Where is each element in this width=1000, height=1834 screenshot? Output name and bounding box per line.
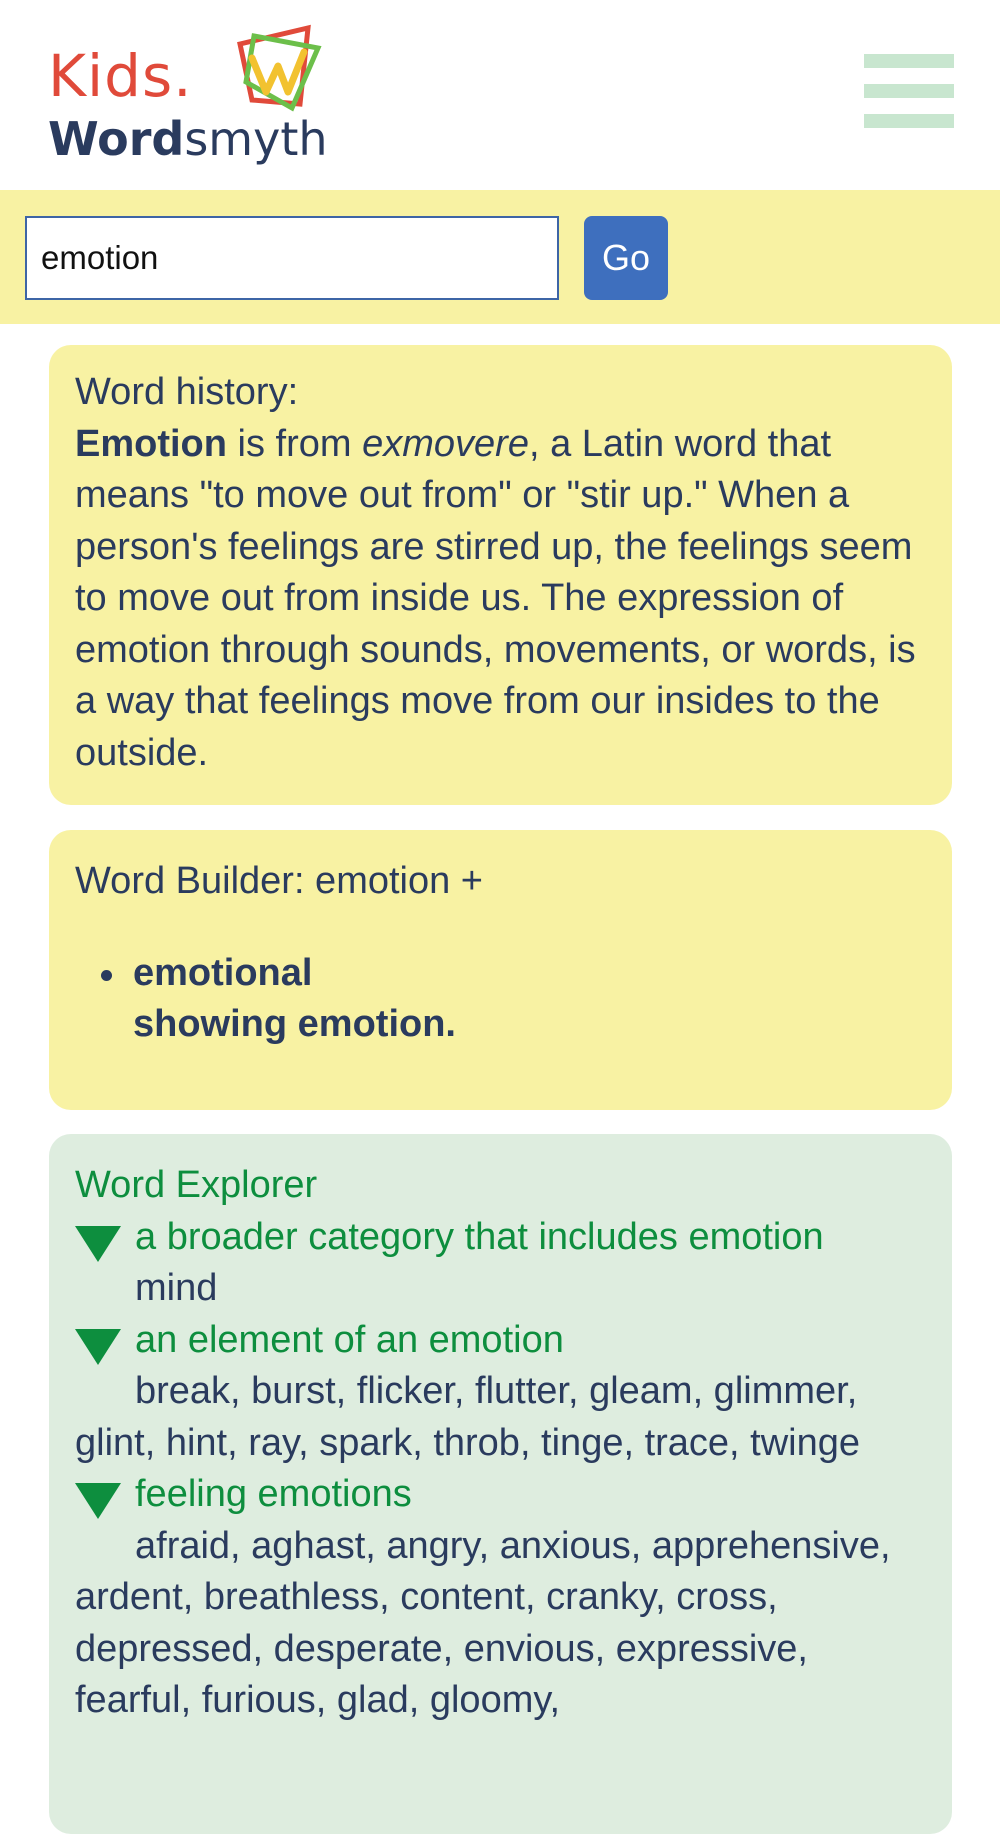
explorer-section-label: feeling emotions: [135, 1473, 412, 1515]
logo-kids-text: Kids.: [48, 42, 193, 110]
word-history-text: Emotion is from exmovere, a Latin word that means "to move out from" or "stir up." When a person's feelings are stirred up, the feelings seem to move out from inside us. The expression of emotion through sounds, movements, or words, is a way that feelings move from our insides to the outside.: [75, 422, 916, 774]
word-builder-panel: [49, 830, 952, 1110]
explorer-section-words: mind: [135, 1267, 218, 1309]
triangle-down-icon[interactable]: [75, 1483, 121, 1519]
explorer-section-toggle[interactable]: [75, 1315, 926, 1367]
explorer-section-label: an element of an emotion: [135, 1318, 564, 1361]
word-builder-list: [75, 948, 926, 1051]
logo-wordsmyth-text: Wordsmyth: [48, 112, 328, 166]
triangle-down-icon[interactable]: [75, 1226, 121, 1262]
explorer-section-toggle[interactable]: [75, 1212, 926, 1264]
builder-word[interactable]: emotional: [133, 951, 313, 994]
search-input[interactable]: [25, 216, 559, 300]
explorer-section-words: afraid, aghast, angry, anxious, apprehensive, ardent, breathless, content, cranky, cross, depressed, desperate, envious, expressive, fearful, furious, glad, gloomy,: [75, 1524, 891, 1721]
kids-wordsmyth-logo[interactable]: [48, 22, 348, 172]
word-history-panel: [49, 345, 952, 805]
word-history-heading: Word history:: [75, 371, 299, 413]
explorer-section-toggle[interactable]: [75, 1469, 926, 1521]
latin-word: exmovere: [362, 422, 529, 465]
bullet-icon: [101, 970, 112, 981]
explorer-section-words: break, burst, flicker, flutter, gleam, glimmer, glint, hint, ray, spark, throb, tinge, trace, twinge: [75, 1370, 861, 1464]
builder-definition: showing emotion.: [133, 1003, 456, 1045]
search-bar: [0, 190, 1000, 324]
word-history-term: Emotion: [75, 422, 227, 465]
word-explorer-heading: Word Explorer: [75, 1164, 318, 1206]
word-explorer-panel: [49, 1134, 952, 1834]
logo-w-mark-icon: [230, 22, 326, 114]
triangle-down-icon[interactable]: [75, 1329, 121, 1365]
go-button[interactable]: Go: [584, 216, 668, 300]
word-builder-heading: Word Builder: emotion +: [75, 860, 483, 902]
hamburger-menu-icon[interactable]: [864, 54, 954, 132]
site-header: [0, 0, 1000, 190]
list-item[interactable]: [133, 948, 926, 1051]
explorer-section-label: a broader category that includes emotion: [135, 1215, 824, 1258]
